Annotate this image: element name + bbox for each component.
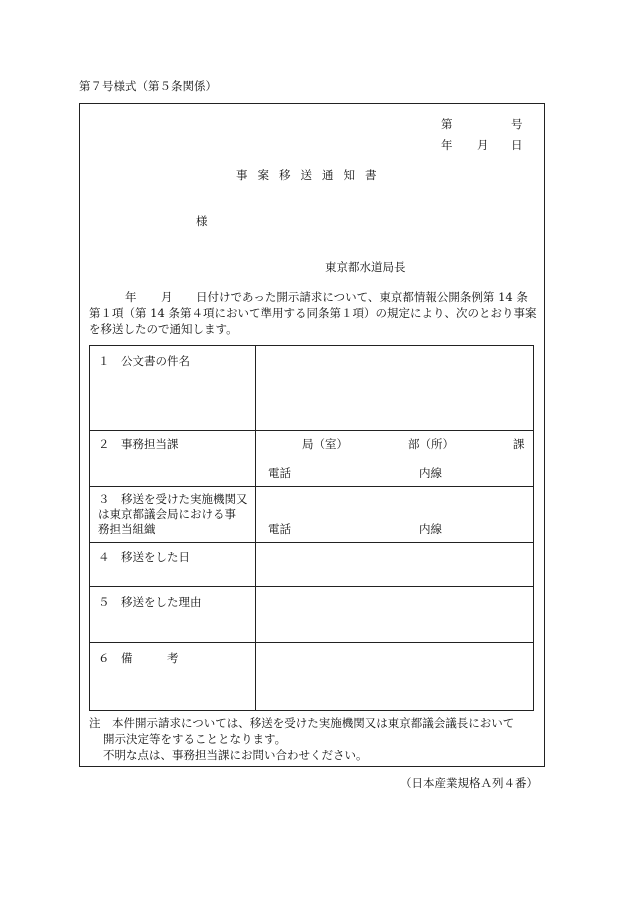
note-line3: 不明な点は、事務担当課にお問い合わせください。: [103, 748, 368, 762]
section-label: 課: [513, 437, 525, 451]
body-line1: 日付けであった開示請求について、東京都情報公開条例第 14 条: [196, 290, 528, 304]
body-month: 月: [161, 290, 173, 304]
row-label-document-subject: １ 公文書の件名: [98, 354, 190, 368]
paper-size-note: （日本産業規格Ａ列４番）: [400, 776, 538, 790]
number-prefix: 第: [441, 117, 453, 131]
row-label-transfer-date: ４ 移送をした日: [98, 550, 190, 564]
body-line2: 第１項（第 14 条第４項において準用する同条第１項）の規定により、次のとおり事案: [89, 306, 537, 320]
extension-label: 内線: [419, 466, 442, 480]
row-label-receiving-org-3: 務担当組織: [98, 522, 156, 536]
number-suffix: 号: [511, 117, 523, 131]
bureau-label: 局（室）: [302, 437, 348, 451]
table-row-divider: [90, 542, 533, 543]
note-line1: 注 本件開示請求については、移送を受けた実施機関又は東京都議会議長において: [89, 716, 515, 730]
table-row-divider: [90, 642, 533, 643]
body-line3: を移送したので通知します。: [89, 322, 238, 336]
department-label: 部（所）: [408, 437, 454, 451]
row-label-remarks: ６ 備 考: [98, 651, 179, 665]
date-month: 月: [477, 138, 489, 152]
row-label-receiving-org-2: は東京都議会局における事: [98, 507, 236, 521]
body-year: 年: [125, 290, 137, 304]
note-line2: 開示決定等をすることとなります。: [103, 732, 287, 746]
row-label-receiving-org-1: ３ 移送を受けた実施機関又: [98, 492, 248, 506]
form-code: 第７号様式（第５条関係）: [79, 79, 217, 93]
issuer: 東京都水道局長: [325, 260, 406, 274]
phone-label: 電話: [268, 466, 291, 480]
table-column-divider: [255, 346, 256, 710]
date-day: 日: [511, 138, 523, 152]
recipient-suffix: 様: [196, 214, 208, 228]
table-row-divider: [90, 486, 533, 487]
transfer-table: [89, 345, 534, 711]
row-label-responsible-section: ２ 事務担当課: [98, 437, 179, 451]
row-label-transfer-reason: ５ 移送をした理由: [98, 595, 202, 609]
page-title: 事案移送通知書: [236, 168, 387, 182]
table-row-divider: [90, 430, 533, 431]
phone-label: 電話: [268, 522, 291, 536]
extension-label: 内線: [419, 522, 442, 536]
table-row-divider: [90, 586, 533, 587]
date-year: 年: [441, 138, 453, 152]
